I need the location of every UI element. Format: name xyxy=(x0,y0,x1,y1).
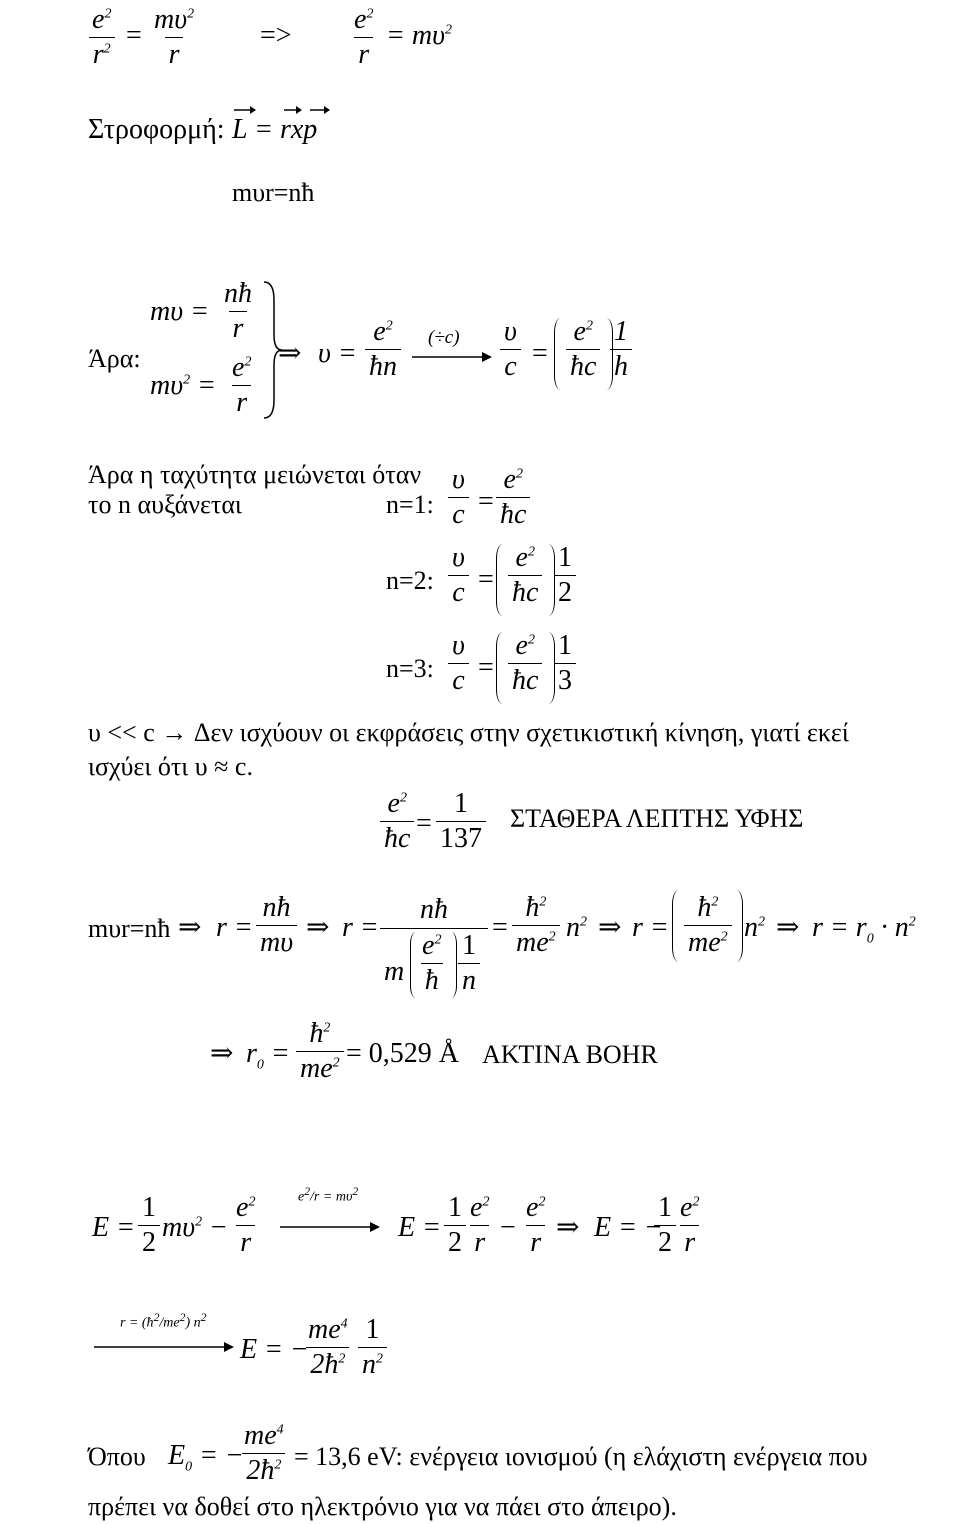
ionization-note-1: = 13,6 eV: ενέργεια ιονισμού (η ελάχιστη ενέργεια που xyxy=(294,1442,868,1471)
bohr-value: = 0,529 Å xyxy=(346,1038,460,1069)
bohr-label: ΑΚΤΙΝΑ BOHR xyxy=(482,1040,658,1069)
fraction: $\frac{e^2}{ħc}$ xyxy=(566,318,600,381)
fraction: $\frac{e^2}{r}$ xyxy=(680,1192,700,1258)
n2-label: n=2: xyxy=(386,566,434,595)
fraction: $\frac{\upsilon}{c}$ xyxy=(500,318,521,381)
fraction: $\frac{1}{2}$ xyxy=(444,1194,466,1257)
fraction: $\frac{nħ}{r}$ xyxy=(224,278,252,344)
fraction: $\frac{e^2}{r}$ xyxy=(470,1192,490,1258)
fraction: $\frac{ħ^2}{me^2}$ xyxy=(512,894,560,957)
speed-note-2: το n αυξάνεται xyxy=(88,490,242,519)
fraction: $\frac{1}{2}$ xyxy=(554,544,576,607)
fraction: $\frac{1}{2}$ xyxy=(654,1194,676,1257)
fraction: $\frac{\upsilon}{c}$ xyxy=(448,544,469,607)
fraction: $\frac{1}{n^2}$ xyxy=(358,1316,387,1379)
ara-label: Άρα: xyxy=(88,344,141,373)
quantization-rule: mυr=nħ xyxy=(232,178,315,207)
fraction: $\frac{m\upsilon^2}{r}$ xyxy=(154,4,195,70)
fraction: $\frac{1}{3}$ xyxy=(554,632,576,695)
relativity-note-2: ισχύει ότι υ ≈ c. xyxy=(88,752,253,781)
fraction: $\frac{1}{h}$ xyxy=(610,318,632,381)
fraction: $\frac{e^2}{r}$ xyxy=(354,4,374,70)
arrow-icon xyxy=(280,1220,380,1234)
fraction: $\frac{e^2}{ħc}$ xyxy=(496,466,530,529)
fraction: $\frac{e^2}{ħc}$ xyxy=(508,544,542,607)
arrow-icon xyxy=(94,1340,234,1354)
fraction: $\frac{e^2}{r^2}$ xyxy=(88,6,115,69)
fraction: $\frac{ħ^2}{me^2}$ xyxy=(684,894,732,957)
fraction: $\frac{e^2}{r}$ xyxy=(236,1192,256,1258)
quantization-rule-2: mυr=nħ xyxy=(88,914,171,943)
fine-structure-label: ΣΤΑΘΕΡΑ ΛΕΠΤΗΣ ΥΦΗΣ xyxy=(510,804,804,833)
fraction: $\frac{1}{137}$ xyxy=(436,790,486,853)
n1-label: n=1: xyxy=(386,490,434,519)
fraction: $\frac{\upsilon}{c}$ xyxy=(448,632,469,695)
relativity-note-1: υ << c → Δεν ισχύουν οι εκφράσεις στην σχετικιστική κίνηση, γιατί εκεί xyxy=(88,718,849,747)
ionization-note-2: πρέπει να δοθεί στο ηλεκτρόνιο για να πάει στο άπειρο). xyxy=(88,1492,677,1521)
fraction: $\frac{e^2}{r}$ xyxy=(526,1192,546,1258)
torque-label: Στροφορμή: xyxy=(88,114,225,145)
fraction: $\frac{me^4}{2ħ^2}$ xyxy=(308,1314,348,1380)
arrow-icon xyxy=(412,350,492,364)
fraction: $\frac{e^2}{ħ}$ xyxy=(422,930,442,996)
opou-label: Όπου xyxy=(88,1442,146,1471)
fraction: $\frac{1}{n}$ xyxy=(458,932,480,995)
fraction: $\frac{e^2}{r}$ xyxy=(232,352,252,418)
fraction: $\frac{e^2}{ħn}$ xyxy=(365,318,401,381)
fraction: $\frac{1}{2}$ xyxy=(138,1194,160,1257)
fraction: $\frac{e^2}{ħc}$ xyxy=(380,790,414,853)
speed-note-1: Άρα η ταχύτητα μειώνεται όταν xyxy=(88,460,422,489)
torque-formula: L = rxp xyxy=(232,114,318,145)
fraction: $\frac{e^2}{ħc}$ xyxy=(508,632,542,695)
implies-icon: ⇒ xyxy=(278,338,302,369)
fraction: $\frac{\upsilon}{c}$ xyxy=(448,466,469,529)
n3-label: n=3: xyxy=(386,654,434,683)
fraction: $\frac{nħ}{m\upsilon}$ xyxy=(256,894,297,957)
fraction: $\frac{ħ^2}{me^2}$ xyxy=(296,1020,344,1083)
fraction: $\frac{me^4}{2ħ^2}$ xyxy=(244,1420,284,1486)
vector-arrows xyxy=(232,100,352,120)
